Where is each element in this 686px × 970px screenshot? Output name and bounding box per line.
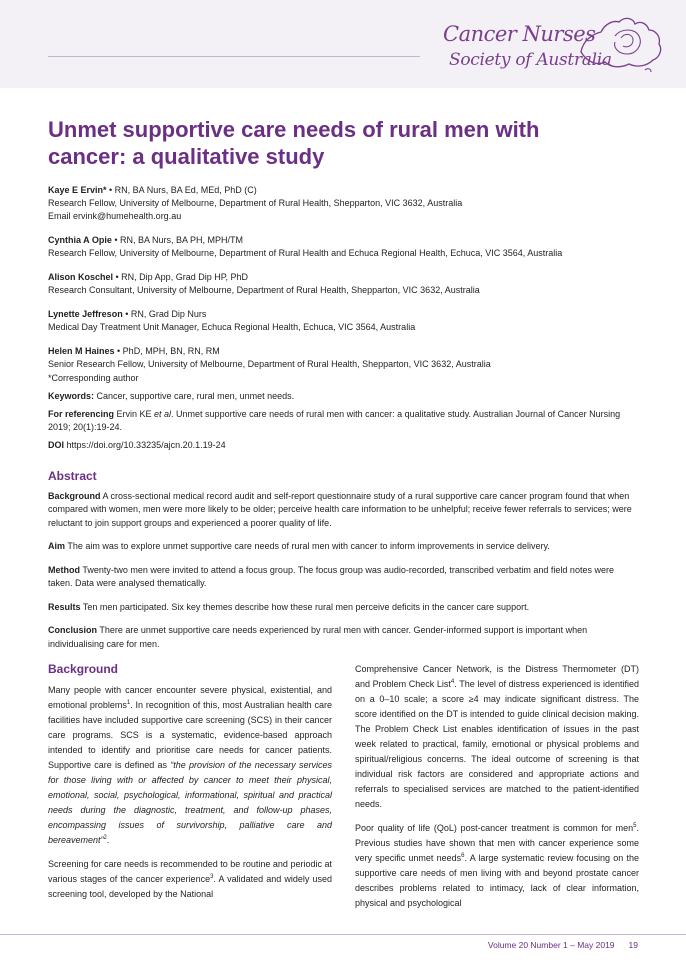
body-column-right: [355, 662, 639, 920]
keywords: [48, 390, 638, 403]
body-text: Many people with cancer encounter severe physical, existential, and emotional problems: [48, 685, 332, 710]
abstract-label: Results: [48, 601, 81, 612]
journal-logo: [435, 8, 675, 80]
author-credentials: • RN, Dip App, Grad Dip HP, PhD: [113, 272, 249, 282]
abstract-label: Method: [48, 564, 80, 575]
body-column-left: [48, 662, 332, 911]
body-text: . In recognition of this, most Australian health care facilities have included supportive care screening (SCS) in their cancer care programs. SCS is a systematic, evidence-based approach intended to identify and prioritise care needs for cancer patients. Supportive care is defined as: [48, 700, 332, 770]
abstract-text: The aim was to explore unmet supportive care needs of rural men with cancer to inform improvements in service delivery.: [65, 541, 550, 551]
author-entry: [48, 234, 648, 260]
citation-ref: 5: [633, 823, 637, 829]
author-entry: [48, 271, 648, 297]
author-name: Lynette Jeffreson: [48, 309, 123, 319]
referencing-text: Ervin KE: [114, 409, 155, 419]
article-title: Unmet supportive care needs of rural men with cancer: a qualitative study: [48, 117, 540, 169]
referencing-label: For referencing: [48, 409, 115, 419]
author-entry: [48, 308, 648, 334]
author-affiliation: Senior Research Fellow, University of Melbourne, Department of Rural Health, Shepparton, VIC 3632, Australia: [48, 359, 491, 369]
abstract-paragraph: [48, 624, 638, 651]
body-paragraph: [48, 857, 332, 902]
body-text: Screening for care needs is recommended to be routine and periodic at various stages of the cancer experience: [48, 859, 332, 884]
author-credentials: • RN, BA Nurs, BA Ed, MEd, PhD (C): [106, 185, 257, 195]
referencing-etal: et al: [154, 409, 172, 419]
citation-ref: 3: [210, 874, 214, 880]
background-heading: Background: [48, 662, 119, 676]
abstract-text: A cross-sectional medical record audit and self-report questionnaire study of a rural supportive care cancer program found that when compared with women, men were more likely to be older; perceive health care information to be unhelpful; receive fewer referrals to services; were reluctant to join support groups and experienced a poorer quality of life.: [48, 490, 632, 528]
body-paragraph: [48, 683, 332, 848]
body-text: .: [106, 835, 110, 845]
author-name: Cynthia A Opie: [48, 235, 112, 245]
corresponding-note: *Corresponding author: [48, 373, 139, 383]
body-paragraph: [355, 662, 639, 812]
author-list: [48, 184, 648, 382]
author-affiliation: Research Consultant, University of Melbourne, Department of Rural Health, Shepparton, VIC 3632, Australia: [48, 285, 480, 295]
article-meta: [48, 372, 638, 457]
body-text: Poor quality of life (QoL) post-cancer treatment is common for men: [355, 823, 634, 833]
abstract-text: Ten men participated. Six key themes describe how these rural men perceive deficits in the cancer care support.: [80, 601, 530, 612]
author-affiliation: Medical Day Treatment Unit Manager, Echuca Regional Health, Echuca, VIC 3564, Australia: [48, 322, 416, 332]
australia-map-icon: [575, 12, 671, 76]
abstract-text: There are unmet supportive care needs experienced by rural men with cancer. Gender-informed support is important when individualising care for men.: [48, 625, 588, 649]
author-entry: [48, 184, 648, 223]
abstract-paragraph: [48, 540, 638, 554]
author-name: Alison Koschel: [48, 272, 114, 282]
keywords-label: Keywords:: [48, 391, 95, 401]
body-text: . Previous studies have shown that men with cancer experience some very specific unmet needs: [355, 823, 639, 863]
doi-label: DOI: [48, 440, 65, 450]
citation-ref: 6: [461, 853, 465, 859]
body-text: . A validated and widely used screening tool, developed by the National: [48, 874, 332, 899]
logo-line-1: Cancer Nurses: [443, 22, 596, 46]
doi-link[interactable]: https://doi.org/10.33235/ajcn.20.1.19-24: [64, 440, 226, 450]
doi: [48, 439, 638, 452]
abstract-label: Conclusion: [48, 625, 97, 635]
abstract-paragraph: [48, 564, 638, 591]
body-paragraph: [355, 821, 639, 911]
citation-ref: 1: [126, 700, 131, 706]
abstract-heading: Abstract: [48, 469, 97, 483]
author-name: Helen M Haines: [48, 346, 115, 356]
body-quote: “the provision of the necessary services for those living with or affected by cancer to meet their physical, emotional, social, psychological, informational, spiritual and practical needs during the diagnostic, treatment, and follow-up phases, encompassing issues of survivorship, palliative care and bereavement”: [48, 760, 332, 845]
author-credentials: • PhD, MPH, BN, RN, RM: [114, 346, 220, 356]
keywords-text: Cancer, supportive care, rural men, unmet needs.: [94, 391, 295, 401]
body-text: . A large systematic review focusing on the supportive care needs of men living with and beyond prostate cancer describes problems related to intimacy, lack of clear information, physical and psychological: [355, 853, 639, 908]
citation-ref: 2: [103, 835, 107, 841]
body-text: Comprehensive Cancer Network, is the Distress Thermometer (DT) and Problem Check List: [355, 664, 639, 689]
body-text: . The level of distress experienced is identified on a 0–10 scale; a score ≥4 may indicate significant distress. The score identified on the DT is intended to guide clinical decision making. The Problem Check List enables identification of issues in the past week related to practical, family, emotional or physical problems and spiritual/religious concerns. The ideal outcome of screening is that individual risk factors are considered and appropriate actions and referrals to specialised services are matched to the patient-identified needs.: [355, 679, 640, 809]
logo-line-2: Society of Australia: [449, 50, 612, 70]
abstract-label: Aim: [48, 541, 66, 551]
author-affiliation: Research Fellow, University of Melbourne, Department of Rural Health and Echuca Regional Health, Echuca, VIC 3564, Australia: [48, 248, 563, 258]
header-rule: [48, 56, 420, 57]
author-credentials: • RN, Grad Dip Nurs: [122, 309, 207, 319]
referencing-text: . Unmet supportive care needs of rural men with cancer: a qualitative study. Australian Journal of Cancer Nursing 2019; 20(1):19-24.: [48, 409, 621, 432]
author-email[interactable]: Email ervink@humehealth.org.au: [48, 211, 182, 221]
abstract-text: Twenty-two men were invited to attend a focus group. The focus group was audio-recorded, transcribed verbatim and field notes were taken. Data were analysed thematically.: [48, 564, 614, 588]
author-name: Kaye E Ervin*: [48, 185, 107, 195]
issue-info: Volume 20 Number 1 – May 2019: [487, 940, 615, 950]
abstract-paragraph: [48, 601, 638, 615]
footer-rule: [0, 934, 686, 935]
author-entry: [48, 345, 648, 371]
abstract-label: Background: [48, 490, 101, 501]
abstract-paragraph: [48, 490, 638, 531]
abstract-section: [48, 470, 638, 661]
page-number: 19: [628, 940, 638, 950]
author-credentials: • RN, BA Nurs, BA PH, MPH/TM: [111, 235, 244, 245]
referencing: [48, 408, 638, 434]
author-affiliation: Research Fellow, University of Melbourne, Department of Rural Health, Shepparton, VIC 3632, Australia: [48, 198, 463, 208]
citation-ref: 4: [450, 679, 455, 685]
page-footer: [488, 940, 638, 950]
